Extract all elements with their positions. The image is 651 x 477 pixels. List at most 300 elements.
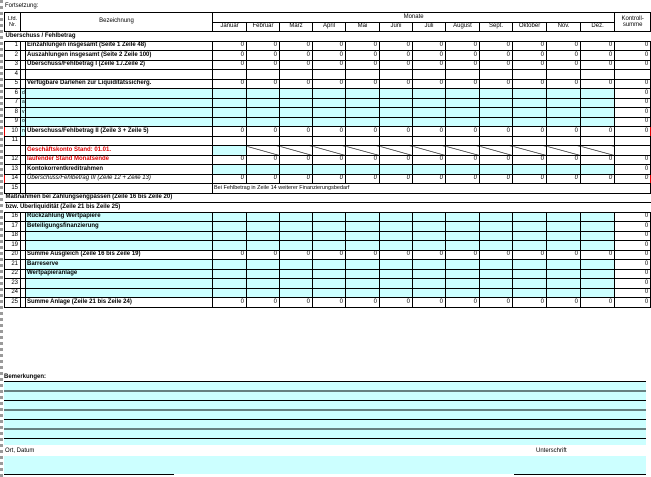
- month-value-cell[interactable]: [213, 269, 247, 279]
- month-value-cell[interactable]: [581, 241, 615, 251]
- month-value-cell: 0: [346, 155, 380, 165]
- month-value-cell[interactable]: [280, 231, 313, 241]
- month-value-cell: [247, 136, 280, 146]
- table-row: [5, 184, 651, 194]
- month-value-cell[interactable]: [547, 269, 581, 279]
- month-value-cell[interactable]: [313, 288, 346, 298]
- row-number: 7: [5, 98, 21, 108]
- row-label: Kontokorrentkreditrahmen: [26, 165, 213, 175]
- month-value-cell[interactable]: [247, 288, 280, 298]
- month-value-cell: [480, 136, 513, 146]
- month-value-cell[interactable]: [513, 279, 547, 289]
- month-value-cell[interactable]: [480, 117, 513, 127]
- month-value-cell[interactable]: [413, 222, 446, 232]
- month-value-cell: 0: [480, 298, 513, 308]
- month-value-cell[interactable]: [346, 89, 380, 99]
- month-value-cell[interactable]: [513, 231, 547, 241]
- row-note: Bei Fehlbetrag in Zeile 14 weiterer Finanzierungsbedarf: [213, 184, 651, 194]
- row-label[interactable]: Barreserve: [26, 260, 213, 270]
- month-value-cell: [346, 146, 380, 156]
- remarks-label: Bemerkungen:: [4, 374, 47, 380]
- month-value-cell: 0: [480, 79, 513, 89]
- month-value-cell: 0: [280, 41, 313, 51]
- row-label[interactable]: [26, 117, 213, 127]
- month-value-cell: [547, 136, 581, 146]
- control-sum-cell: 0: [615, 155, 651, 165]
- month-value-cell[interactable]: [280, 108, 313, 118]
- row-label[interactable]: [26, 89, 213, 99]
- month-value-cell: 0: [480, 41, 513, 51]
- control-sum-cell: [615, 70, 651, 80]
- month-value-cell[interactable]: [547, 165, 581, 175]
- month-value-cell[interactable]: [581, 222, 615, 232]
- table-row: [5, 155, 651, 165]
- month-value-cell[interactable]: [313, 117, 346, 127]
- month-value-cell[interactable]: [547, 98, 581, 108]
- row-label: [26, 70, 213, 80]
- month-value-cell[interactable]: [346, 212, 380, 222]
- month-value-cell: [547, 146, 581, 156]
- month-value-cell[interactable]: [547, 279, 581, 289]
- month-value-cell[interactable]: [581, 98, 615, 108]
- month-value-cell[interactable]: [313, 89, 346, 99]
- month-value-cell: 0: [380, 41, 413, 51]
- control-sum-cell: [615, 136, 651, 146]
- row-label: Verfügbare Darlehen zur Liquiditätssicherg.: [26, 79, 213, 89]
- month-value-cell[interactable]: [280, 288, 313, 298]
- month-value-cell[interactable]: [581, 231, 615, 241]
- remarks-input-lines[interactable]: [4, 381, 646, 445]
- month-value-cell: [280, 70, 313, 80]
- row-label[interactable]: [26, 241, 213, 251]
- month-value-cell[interactable]: [213, 98, 247, 108]
- month-header-11: Dez.: [581, 22, 615, 32]
- month-value-cell[interactable]: [280, 165, 313, 175]
- row-number: 6: [5, 89, 21, 99]
- table-row: [5, 146, 651, 156]
- month-value-cell[interactable]: [346, 117, 380, 127]
- month-value-cell[interactable]: [480, 279, 513, 289]
- month-header-3: April: [313, 22, 346, 32]
- month-value-cell[interactable]: [247, 108, 280, 118]
- month-value-cell[interactable]: [446, 108, 480, 118]
- month-value-cell: 0: [247, 298, 280, 308]
- month-value-cell: 0: [247, 79, 280, 89]
- month-value-cell[interactable]: [513, 260, 547, 270]
- month-value-cell: 0: [413, 127, 446, 137]
- month-value-cell[interactable]: [213, 222, 247, 232]
- month-value-cell[interactable]: [380, 260, 413, 270]
- month-value-cell: 0: [480, 127, 513, 137]
- month-value-cell: 0: [346, 127, 380, 137]
- month-value-cell: 0: [547, 51, 581, 61]
- month-header-7: August: [446, 22, 480, 32]
- row-label: [26, 136, 213, 146]
- table-row: [5, 212, 651, 222]
- month-value-cell[interactable]: [581, 288, 615, 298]
- month-value-cell[interactable]: [413, 231, 446, 241]
- month-value-cell[interactable]: [413, 165, 446, 175]
- month-value-cell[interactable]: [413, 288, 446, 298]
- month-value-cell: 0: [413, 51, 446, 61]
- month-value-cell[interactable]: [247, 89, 280, 99]
- month-value-cell: [346, 136, 380, 146]
- month-value-cell[interactable]: [513, 269, 547, 279]
- table-row: [5, 174, 651, 184]
- month-value-cell: [581, 70, 615, 80]
- month-value-cell[interactable]: [346, 260, 380, 270]
- ort-datum-field[interactable]: [4, 456, 174, 475]
- row-marker: o: [21, 117, 26, 127]
- table-row: [5, 298, 651, 308]
- month-value-cell[interactable]: [280, 117, 313, 127]
- month-value-cell: 0: [446, 51, 480, 61]
- month-value-cell: 0: [280, 250, 313, 260]
- month-value-cell[interactable]: [380, 165, 413, 175]
- table-row: [5, 231, 651, 241]
- row-number: 12: [5, 155, 21, 165]
- month-value-cell: [446, 70, 480, 80]
- row-number: 21: [5, 260, 21, 270]
- month-value-cell[interactable]: [513, 165, 547, 175]
- month-value-cell: 0: [547, 155, 581, 165]
- month-value-cell[interactable]: [280, 279, 313, 289]
- row-number: 23: [5, 279, 21, 289]
- row-number: 17: [5, 222, 21, 232]
- month-value-cell[interactable]: [313, 98, 346, 108]
- month-value-cell[interactable]: [446, 260, 480, 270]
- month-value-cell[interactable]: [446, 165, 480, 175]
- month-value-cell[interactable]: [313, 260, 346, 270]
- month-value-cell[interactable]: [480, 222, 513, 232]
- month-value-cell[interactable]: [280, 222, 313, 232]
- month-value-cell: [413, 70, 446, 80]
- row-label[interactable]: [26, 98, 213, 108]
- month-value-cell[interactable]: [513, 288, 547, 298]
- month-value-cell: 0: [213, 298, 247, 308]
- month-value-cell: 0: [380, 174, 413, 184]
- month-value-cell[interactable]: [247, 231, 280, 241]
- month-value-cell[interactable]: [380, 212, 413, 222]
- table-row: [5, 241, 651, 251]
- month-value-cell[interactable]: [581, 89, 615, 99]
- month-value-cell: [380, 146, 413, 156]
- month-value-cell[interactable]: [480, 212, 513, 222]
- row-number: 13: [5, 165, 21, 175]
- month-value-cell[interactable]: [380, 117, 413, 127]
- month-value-cell[interactable]: [446, 279, 480, 289]
- month-value-cell[interactable]: [380, 279, 413, 289]
- month-value-cell: 0: [581, 155, 615, 165]
- month-value-cell: 0: [280, 51, 313, 61]
- month-value-cell[interactable]: [480, 241, 513, 251]
- month-value-cell: 0: [413, 41, 446, 51]
- month-value-cell: 0: [547, 250, 581, 260]
- month-value-cell[interactable]: [247, 98, 280, 108]
- month-value-cell[interactable]: [346, 222, 380, 232]
- month-value-cell[interactable]: [446, 269, 480, 279]
- month-value-cell[interactable]: [413, 269, 446, 279]
- table-row: [5, 117, 651, 127]
- row-label[interactable]: [26, 108, 213, 118]
- row-marker: a: [21, 98, 26, 108]
- month-value-cell[interactable]: [213, 212, 247, 222]
- month-value-cell[interactable]: [581, 108, 615, 118]
- month-value-cell[interactable]: [480, 165, 513, 175]
- month-value-cell: 0: [380, 79, 413, 89]
- month-value-cell[interactable]: [213, 279, 247, 289]
- month-value-cell: [346, 70, 380, 80]
- month-value-cell[interactable]: [247, 212, 280, 222]
- month-value-cell: 0: [247, 127, 280, 137]
- month-value-cell[interactable]: [313, 108, 346, 118]
- row-number: 1: [5, 41, 21, 51]
- month-value-cell[interactable]: [313, 241, 346, 251]
- month-value-cell[interactable]: [547, 89, 581, 99]
- month-value-cell[interactable]: [480, 89, 513, 99]
- month-value-cell[interactable]: [380, 98, 413, 108]
- month-value-cell[interactable]: [513, 117, 547, 127]
- month-value-cell[interactable]: [581, 117, 615, 127]
- month-value-cell[interactable]: [413, 279, 446, 289]
- month-value-cell[interactable]: [247, 241, 280, 251]
- month-value-cell[interactable]: [313, 231, 346, 241]
- month-value-cell[interactable]: [413, 117, 446, 127]
- month-value-cell: 0: [247, 174, 280, 184]
- month-value-cell[interactable]: [413, 212, 446, 222]
- month-value-cell[interactable]: [413, 89, 446, 99]
- month-value-cell: 0: [247, 155, 280, 165]
- control-sum-cell: 0: [615, 298, 651, 308]
- month-value-cell[interactable]: [480, 231, 513, 241]
- month-value-cell: 0: [513, 60, 547, 70]
- month-value-cell[interactable]: [346, 269, 380, 279]
- month-header-8: Sept.: [480, 22, 513, 32]
- month-value-cell[interactable]: [213, 241, 247, 251]
- month-value-cell[interactable]: [446, 117, 480, 127]
- section-heading: bzw. Überliquidität (Zeile 21 bis Zeile 25): [5, 203, 651, 213]
- month-value-cell[interactable]: [313, 279, 346, 289]
- month-value-cell[interactable]: [581, 279, 615, 289]
- control-sum-cell: 0: [615, 222, 651, 232]
- month-value-cell[interactable]: [547, 222, 581, 232]
- month-value-cell: 0: [480, 250, 513, 260]
- month-value-cell[interactable]: [280, 269, 313, 279]
- month-value-cell[interactable]: [513, 98, 547, 108]
- month-value-cell: 0: [313, 51, 346, 61]
- month-value-cell[interactable]: [280, 260, 313, 270]
- month-value-cell[interactable]: [313, 165, 346, 175]
- month-value-cell: 0: [313, 298, 346, 308]
- month-value-cell[interactable]: [380, 222, 413, 232]
- month-value-cell[interactable]: [380, 241, 413, 251]
- control-sum-cell: 0: [615, 60, 651, 70]
- month-value-cell[interactable]: [346, 231, 380, 241]
- row-number: 3: [5, 60, 21, 70]
- month-value-cell[interactable]: [213, 146, 247, 156]
- month-value-cell[interactable]: [581, 260, 615, 270]
- month-value-cell[interactable]: [346, 279, 380, 289]
- month-value-cell: [213, 136, 247, 146]
- row-number: 4: [5, 70, 21, 80]
- month-value-cell[interactable]: [513, 89, 547, 99]
- month-value-cell[interactable]: [581, 269, 615, 279]
- month-value-cell: [446, 146, 480, 156]
- month-value-cell[interactable]: [380, 269, 413, 279]
- month-value-cell: 0: [213, 60, 247, 70]
- kontrollsumme-header: Kontroll- summe: [615, 13, 651, 32]
- row-label[interactable]: Wertpapieranlage: [26, 269, 213, 279]
- month-value-cell[interactable]: [413, 241, 446, 251]
- month-value-cell[interactable]: [480, 98, 513, 108]
- month-value-cell: 0: [513, 155, 547, 165]
- month-value-cell: 0: [413, 298, 446, 308]
- section-heading: Maßnahmen bei Zahlungsengpässen (Zeile 16 bis Zeile 20): [5, 193, 651, 203]
- month-value-cell: 0: [313, 60, 346, 70]
- month-value-cell[interactable]: [280, 89, 313, 99]
- month-value-cell[interactable]: [446, 231, 480, 241]
- month-value-cell[interactable]: [480, 108, 513, 118]
- row-number: [5, 146, 21, 156]
- month-value-cell: 0: [513, 298, 547, 308]
- month-value-cell[interactable]: [547, 212, 581, 222]
- month-value-cell: 0: [380, 51, 413, 61]
- month-value-cell[interactable]: [547, 260, 581, 270]
- month-value-cell[interactable]: [547, 108, 581, 118]
- month-value-cell[interactable]: [280, 212, 313, 222]
- month-value-cell[interactable]: [213, 117, 247, 127]
- month-value-cell[interactable]: [346, 288, 380, 298]
- month-value-cell[interactable]: [247, 279, 280, 289]
- month-value-cell[interactable]: [213, 288, 247, 298]
- month-value-cell: 0: [280, 127, 313, 137]
- month-value-cell[interactable]: [280, 98, 313, 108]
- row-label[interactable]: Beteiligungsfinanzierung: [26, 222, 213, 232]
- row-label: [26, 184, 213, 194]
- row-label[interactable]: Rückzahlung Wertpapiere: [26, 212, 213, 222]
- month-value-cell: 0: [280, 298, 313, 308]
- control-sum-cell: 0: [615, 288, 651, 298]
- month-value-cell[interactable]: [380, 108, 413, 118]
- month-value-cell: 0: [480, 155, 513, 165]
- month-value-cell: 0: [380, 155, 413, 165]
- month-value-cell[interactable]: [547, 231, 581, 241]
- month-value-cell: 0: [513, 250, 547, 260]
- row-number: 5: [5, 79, 21, 89]
- month-value-cell[interactable]: [413, 98, 446, 108]
- row-label: Überschuss/Fehlbetrag II (Zeile 3 + Zeile 5): [26, 127, 213, 137]
- month-value-cell[interactable]: [480, 269, 513, 279]
- row-number: 19: [5, 241, 21, 251]
- month-value-cell[interactable]: [213, 89, 247, 99]
- month-value-cell[interactable]: [547, 241, 581, 251]
- month-value-cell[interactable]: [313, 269, 346, 279]
- table-row: [5, 60, 651, 70]
- month-value-cell[interactable]: [413, 108, 446, 118]
- month-value-cell[interactable]: [247, 117, 280, 127]
- month-value-cell[interactable]: [346, 98, 380, 108]
- month-value-cell[interactable]: [213, 260, 247, 270]
- month-value-cell[interactable]: [413, 260, 446, 270]
- month-value-cell: 0: [513, 174, 547, 184]
- table-row: [5, 51, 651, 61]
- month-value-cell: 0: [581, 250, 615, 260]
- month-value-cell[interactable]: [346, 165, 380, 175]
- table-row: [5, 165, 651, 175]
- month-value-cell[interactable]: [380, 231, 413, 241]
- month-value-cell[interactable]: [247, 260, 280, 270]
- month-value-cell[interactable]: [446, 89, 480, 99]
- row-label[interactable]: [26, 231, 213, 241]
- month-value-cell[interactable]: [280, 241, 313, 251]
- month-value-cell: 0: [313, 127, 346, 137]
- month-value-cell[interactable]: [313, 212, 346, 222]
- month-value-cell[interactable]: [513, 108, 547, 118]
- month-value-cell[interactable]: [480, 260, 513, 270]
- month-value-cell[interactable]: [547, 117, 581, 127]
- month-value-cell[interactable]: [581, 212, 615, 222]
- control-sum-cell: 0: [615, 117, 651, 127]
- row-number: 15: [5, 184, 21, 194]
- month-value-cell: [313, 136, 346, 146]
- month-value-cell[interactable]: [213, 165, 247, 175]
- month-value-cell[interactable]: [581, 165, 615, 175]
- month-value-cell: 0: [313, 155, 346, 165]
- month-value-cell[interactable]: [346, 108, 380, 118]
- month-value-cell[interactable]: [247, 165, 280, 175]
- month-value-cell: 0: [413, 155, 446, 165]
- row-label: Überschuss/Fehlbetrag I (Zeile 1./.Zeile 2): [26, 60, 213, 70]
- control-sum-cell: 0: [615, 231, 651, 241]
- month-value-cell[interactable]: [446, 222, 480, 232]
- month-value-cell[interactable]: [446, 98, 480, 108]
- month-value-cell[interactable]: [380, 288, 413, 298]
- month-value-cell[interactable]: [446, 212, 480, 222]
- month-value-cell[interactable]: [213, 108, 247, 118]
- row-number: 20: [5, 250, 21, 260]
- month-value-cell[interactable]: [446, 288, 480, 298]
- month-value-cell[interactable]: [480, 288, 513, 298]
- month-value-cell: [480, 70, 513, 80]
- month-value-cell[interactable]: [346, 241, 380, 251]
- month-value-cell[interactable]: [513, 241, 547, 251]
- control-sum-cell: 0: [615, 79, 651, 89]
- unterschrift-label: Unterschrift: [536, 448, 567, 454]
- month-value-cell[interactable]: [513, 212, 547, 222]
- table-row: [5, 79, 651, 89]
- month-value-cell[interactable]: [247, 222, 280, 232]
- row-label: Überschuss/Fehlbetrag III (Zeile 12 + Zeile 13): [26, 174, 213, 184]
- month-value-cell[interactable]: [380, 89, 413, 99]
- row-label[interactable]: [26, 279, 213, 289]
- month-value-cell: 0: [513, 41, 547, 51]
- month-value-cell[interactable]: [247, 269, 280, 279]
- table-row: [5, 70, 651, 80]
- control-sum-cell: 0: [615, 241, 651, 251]
- month-value-cell: 0: [513, 51, 547, 61]
- month-value-cell[interactable]: [446, 241, 480, 251]
- month-value-cell[interactable]: [547, 288, 581, 298]
- month-value-cell[interactable]: [513, 222, 547, 232]
- row-number: 9: [5, 117, 21, 127]
- month-value-cell: 0: [480, 174, 513, 184]
- row-label[interactable]: [26, 288, 213, 298]
- signature-field[interactable]: [514, 456, 646, 475]
- month-value-cell[interactable]: [213, 231, 247, 241]
- table-row: [5, 127, 651, 137]
- month-value-cell[interactable]: [313, 222, 346, 232]
- control-sum-cell: 0: [615, 98, 651, 108]
